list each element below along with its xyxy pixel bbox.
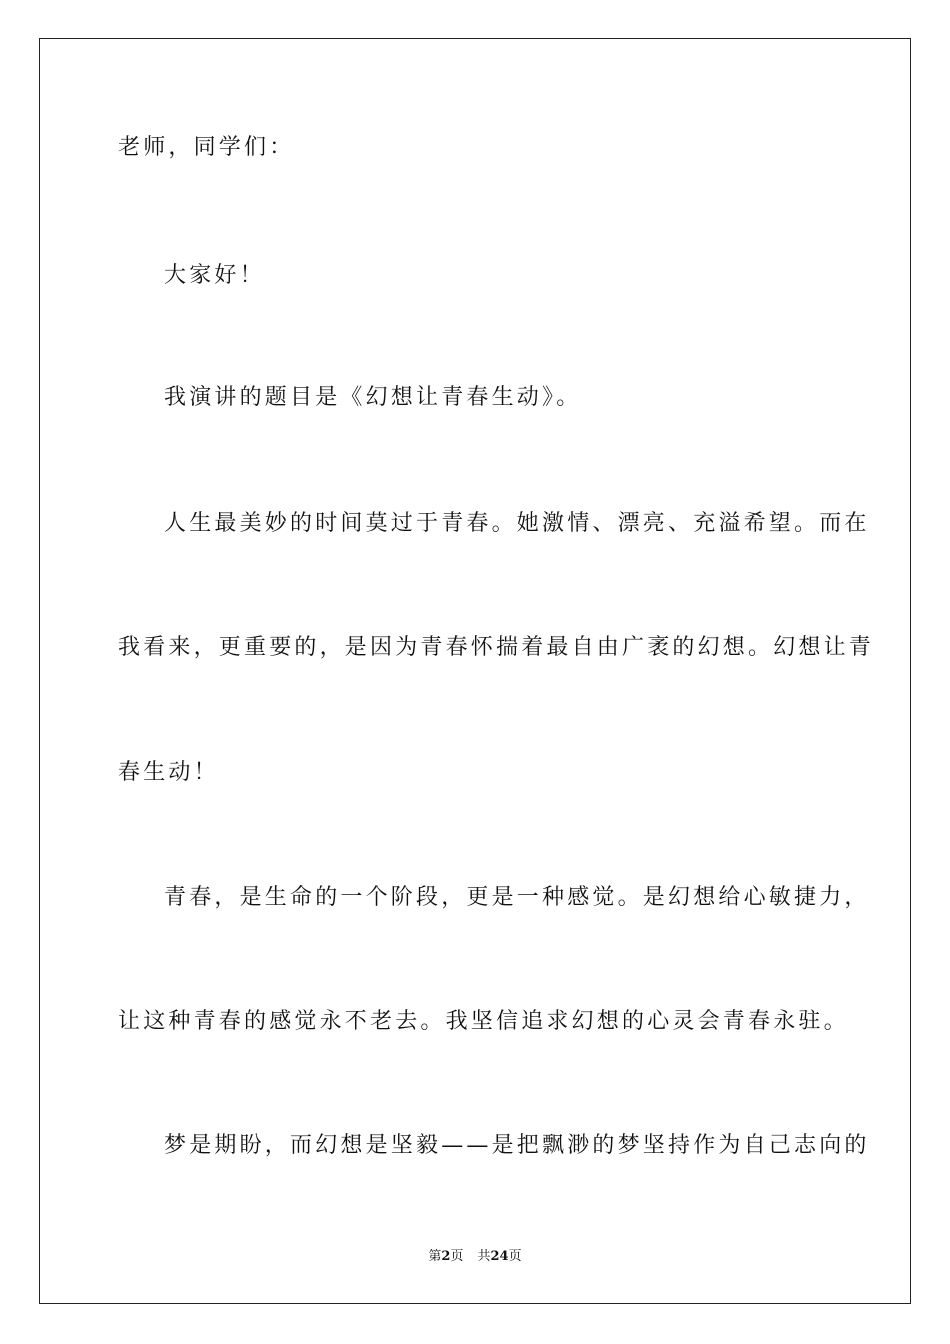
paragraph-1-line-2: 我看来，更重要的，是因为青春怀揣着最自由广袤的幻想。幻想让青: [118, 635, 875, 660]
total-suffix: 页: [508, 1249, 522, 1264]
total-pages: 24: [490, 1249, 509, 1264]
page-suffix: 页: [450, 1249, 464, 1264]
paragraph-2-line-1: 青春，是生命的一个阶段，更是一种感觉。是幻想给心敏捷力，: [164, 885, 870, 910]
paragraph-1-line-3: 春生动！: [118, 760, 219, 785]
salutation-line: 老师，同学们：: [118, 135, 295, 160]
speech-title-line: 我演讲的题目是《幻想让青春生动》。: [164, 385, 582, 410]
total-prefix: 共: [477, 1249, 491, 1264]
page-border: [39, 38, 911, 1304]
page-prefix: 第: [428, 1249, 442, 1264]
paragraph-2-line-2: 让这种青春的感觉永不老去。我坚信追求幻想的心灵会青春永驻。: [118, 1009, 849, 1034]
greeting-line: 大家好！: [164, 263, 265, 288]
page-number: 2: [441, 1249, 451, 1264]
page-footer: [0, 1248, 950, 1266]
paragraph-3-line-1: 梦是期盼，而幻想是坚毅——是把飘渺的梦坚持作为自己志向的: [164, 1133, 870, 1158]
paragraph-1-line-1: 人生最美妙的时间莫过于青春。她激情、漂亮、充溢希望。而在: [164, 511, 870, 536]
